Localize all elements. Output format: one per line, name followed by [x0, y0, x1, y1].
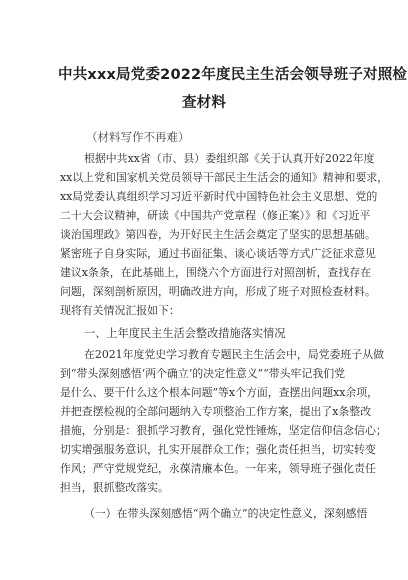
paragraph-1-line: xx以上党和国家机关党员领导干部民主生活会的通知》精神和要求， [60, 171, 389, 184]
subtitle-note: （材料写作不再难） [86, 130, 190, 144]
paragraph-1-line: 现将有关情况汇报如下： [60, 304, 180, 317]
document-title-line-1: 中共xxx局党委2022年度民主生活会领导班子对照检 [58, 67, 408, 83]
document-title-line-2: 查材料 [181, 95, 227, 111]
paragraph-1-line: 根据中共xx省（市、县）委组织部《关于认真开好2022年度 [84, 152, 375, 165]
paragraph-2-line: 并把查摆检视的全部问题纳入专项整治工作方案，提出了x条整改 [60, 405, 372, 418]
paragraph-2-line: 在2021年度党史学习教育专题民主生活会中，局党委班子从做 [84, 348, 384, 361]
paragraph-1-line: 建议x条条，在此基础上，围绕六个方面进行对照剖析，查找存在 [60, 266, 372, 279]
subsection-1-heading: （一）在带头深刻感悟“两个确立”的决定性意义，深刻感悟 [84, 507, 368, 520]
paragraph-1-line: xx局党委认真组织学习习近平新时代中国特色社会主义思想、党的 [60, 190, 378, 203]
paragraph-1-line: 紧密班子自身实际，通过书面征集、谈心谈话等方式广泛征求意见 [60, 247, 376, 260]
paragraph-2-line: 是什么、要干什么这个根本问题”等x个方面，查摆出问题xx余项， [60, 386, 379, 399]
paragraph-2-line: 作风；严守党规党纪，永葆清廉本色。一年来，领导班子强化责任 [60, 462, 376, 475]
section-1-heading: 一、上年度民主生活会整改措施落实情况 [84, 327, 286, 340]
paragraph-2-line: 措施，分别是：狠抓学习教育，强化党性锤炼，坚定信仰信念信心； [60, 424, 387, 437]
paragraph-2-line: 切实增强服务意识，扎实开展群众工作；强化责任担当，切实转变 [60, 443, 376, 456]
paragraph-2-line: 到“带头深刻感悟‘两个确立’的决定性意义”“带头牢记我们党 [60, 367, 346, 380]
paragraph-1-line: 问题，深刻剖析原因，明确改进方向，形成了班子对照检查材料。 [60, 285, 376, 298]
paragraph-2-line: 担当，狠抓整改落实。 [60, 481, 169, 494]
paragraph-1-line: 谈治国理政》第四卷，为开好民主生活会奠定了坚实的思想基础。 [60, 228, 376, 241]
paragraph-1-line: 二十大会议精神，研读《中国共产党章程（修正案）》和《习近平 [60, 209, 371, 222]
